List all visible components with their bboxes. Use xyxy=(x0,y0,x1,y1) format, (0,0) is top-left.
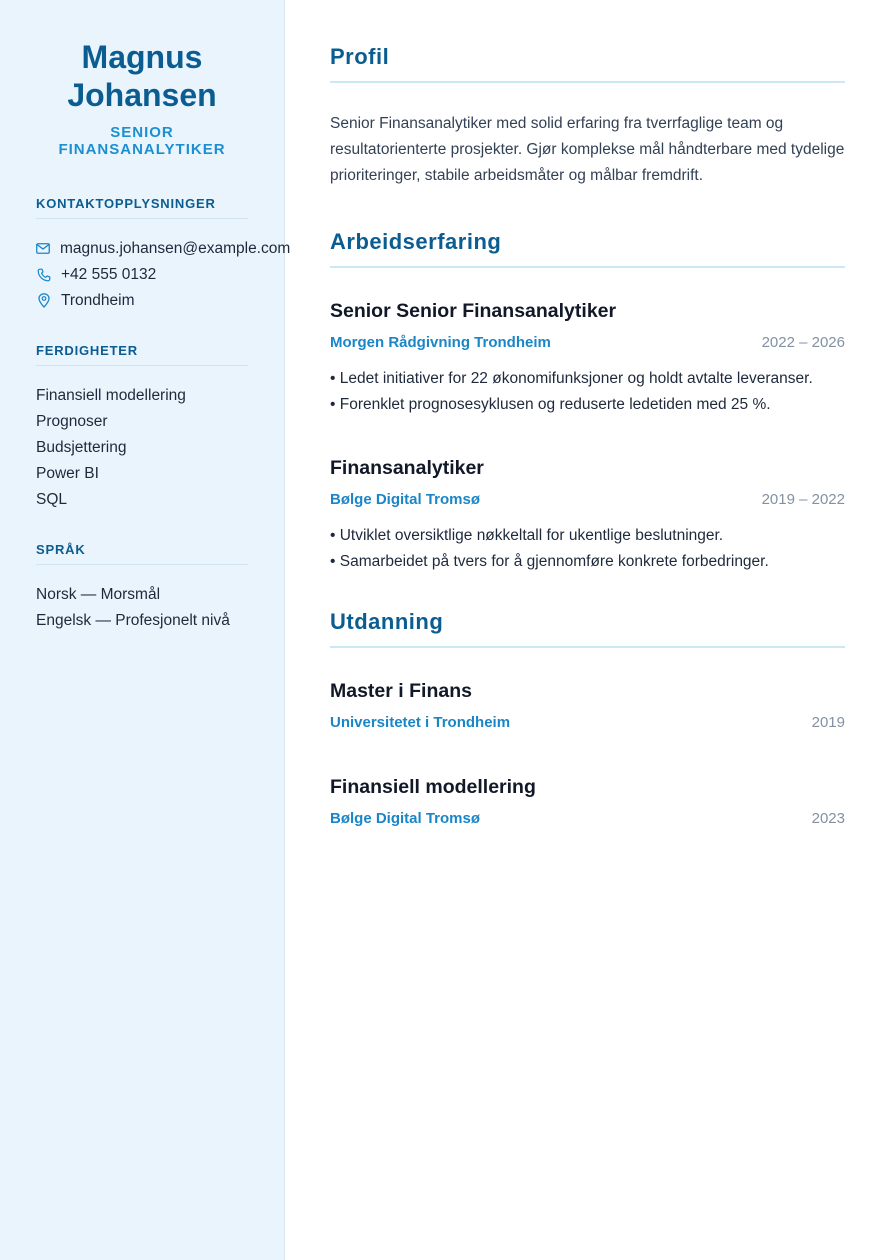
experience-section xyxy=(330,229,845,575)
skill-item: SQL xyxy=(36,490,68,508)
contact-email[interactable] xyxy=(36,236,291,262)
job-entry xyxy=(330,455,845,575)
skills-list xyxy=(36,383,248,512)
education-section xyxy=(330,609,845,830)
contact-heading: KONTAKTOPPLYSNINGER xyxy=(36,196,248,219)
language-item: Engelsk — Profesjonelt nivå xyxy=(36,612,230,630)
contact-location-value: Trondheim xyxy=(61,291,135,309)
last-name: Johansen xyxy=(67,77,217,113)
first-name: Magnus xyxy=(81,39,203,75)
education-title: Master i Finans xyxy=(330,680,472,702)
education-heading: Utdanning xyxy=(330,609,845,648)
education-title: Finansiell modellering xyxy=(330,776,536,798)
job-dates: 2019 – 2022 xyxy=(761,491,845,508)
languages-section xyxy=(36,542,248,634)
contact-phone-value: +42 555 0132 xyxy=(61,265,157,283)
job-title: Finansanalytiker xyxy=(330,457,484,479)
education-year: 2023 xyxy=(811,810,845,827)
profile-section xyxy=(330,44,845,189)
job-bullet: • Ledet initiativer for 22 økonomifunksjoner og holdt avtalte leveranser. xyxy=(330,370,813,387)
education-meta xyxy=(330,808,845,830)
skills-heading: FERDIGHETER xyxy=(36,343,248,366)
job-meta xyxy=(330,489,845,511)
contact-list xyxy=(36,236,291,313)
contact-email-value: magnus.johansen@example.com xyxy=(60,240,291,257)
profile-heading: Profil xyxy=(330,44,845,83)
job-bullet: • Forenklet prognosesyklusen og reduserte ledetiden med 25 %. xyxy=(330,396,771,413)
education-year: 2019 xyxy=(811,714,845,731)
skills-section xyxy=(36,343,248,512)
education-meta xyxy=(330,712,845,734)
job-company: Morgen Rådgivning Trondheim xyxy=(330,334,551,351)
language-item: Norsk — Morsmål xyxy=(36,586,161,604)
skill-item: Finansiell modellering xyxy=(36,387,186,405)
education-institution: Universitetet i Trondheim xyxy=(330,714,511,731)
languages-list xyxy=(36,582,248,634)
job-title: SENIOR FINANSANALYTIKER xyxy=(58,124,226,158)
job-company: Bølge Digital Tromsø xyxy=(330,491,481,508)
job-bullet: • Samarbeidet på tvers for å gjennomføre konkrete forbedringer. xyxy=(330,553,769,570)
job-entry xyxy=(330,298,845,418)
main-content xyxy=(285,0,890,1260)
education-entry xyxy=(330,774,845,830)
mail-icon xyxy=(36,241,50,256)
profile-text: Senior Finansanalytiker med solid erfaring fra tverrfaglige team og resultatorienterte prosjekter. Gjør komplekse mål håndterbare med tydelige prioriteringer, stabile arbeidsmåter og målbar fremdrift. xyxy=(330,115,845,184)
skill-item: Power BI xyxy=(36,464,99,482)
languages-heading: SPRÅK xyxy=(36,542,248,565)
job-meta xyxy=(330,332,845,354)
skill-item: Prognoser xyxy=(36,413,108,431)
contact-phone[interactable] xyxy=(36,262,248,288)
job-bullets xyxy=(330,366,845,418)
education-institution: Bølge Digital Tromsø xyxy=(330,810,481,827)
skill-item: Budsjettering xyxy=(36,438,127,456)
person-name xyxy=(36,38,248,114)
education-entry xyxy=(330,678,845,734)
location-pin-icon xyxy=(36,293,51,308)
job-title: Senior Senior Finansanalytiker xyxy=(330,300,617,322)
job-bullet: • Utviklet oversiktlige nøkkeltall for ukentlige beslutninger. xyxy=(330,527,724,544)
sidebar xyxy=(0,0,291,1260)
job-dates: 2022 – 2026 xyxy=(761,334,845,351)
experience-heading: Arbeidserfaring xyxy=(330,229,845,268)
contact-section xyxy=(36,196,291,313)
job-bullets xyxy=(330,523,845,575)
phone-icon xyxy=(36,267,51,282)
contact-location xyxy=(36,288,248,314)
